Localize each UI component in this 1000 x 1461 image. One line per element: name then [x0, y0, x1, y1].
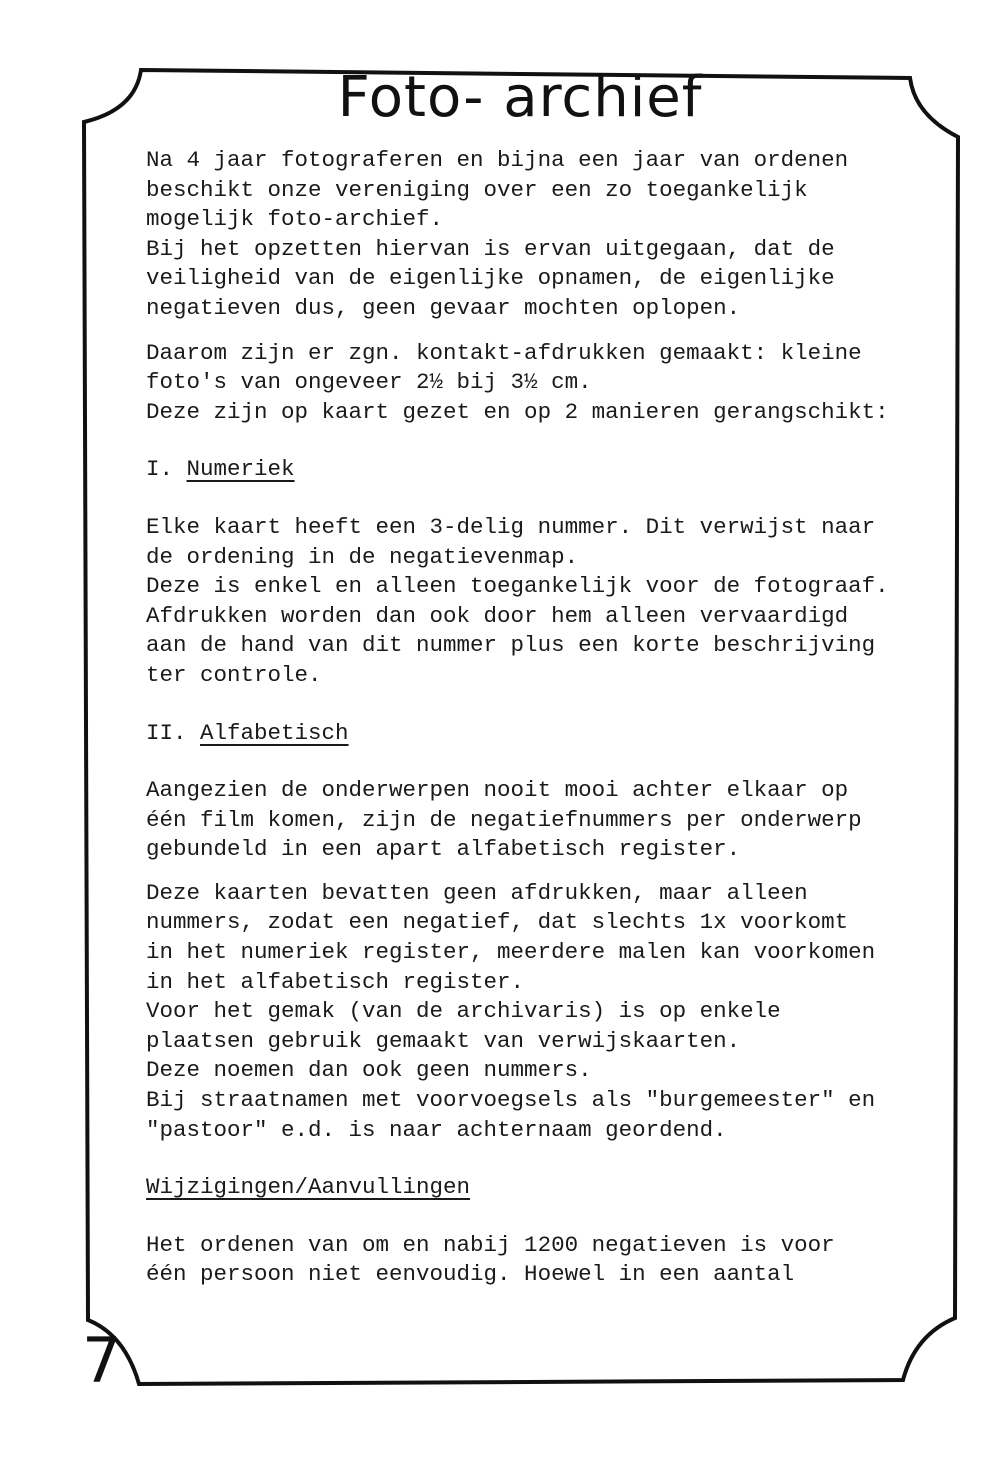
- text-line: één film komen, zijn de negatiefnummers per onderwerp: [146, 806, 862, 833]
- text-line: veiligheid van de eigenlijke opnamen, de eigenlijke: [146, 265, 835, 292]
- text-line: mogelijk foto-archief.: [146, 206, 444, 233]
- text-line: Het ordenen van om en nabij 1200 negatieven is voor: [146, 1231, 835, 1258]
- text-line: Deze zijn op kaart gezet en op 2 manieren gerangschikt:: [146, 398, 889, 425]
- text-line: Afdrukken worden dan ook door hem alleen vervaardigd: [146, 602, 849, 629]
- text-line: "pastoor" e.d. is naar achternaam geordend.: [146, 1116, 727, 1143]
- paragraph-wijzigingen: [146, 1231, 966, 1290]
- document-body: [146, 146, 966, 1290]
- text-line: Bij het opzetten hiervan is ervan uitgegaan, dat de: [146, 235, 835, 262]
- section-heading-alfabetisch: [146, 719, 966, 749]
- section-heading-numeriek: [146, 455, 966, 485]
- text-line: Na 4 jaar fotograferen en bijna een jaar van ordenen: [146, 147, 849, 173]
- text-line: plaatsen gebruik gemaakt van verwijskaarten.: [146, 1027, 741, 1054]
- text-line: Deze noemen dan ook geen nummers.: [146, 1057, 592, 1084]
- text-line: Deze kaarten bevatten geen afdrukken, maar alleen: [146, 879, 808, 906]
- page-title: Foto- archief: [337, 65, 703, 130]
- paragraph-contact-prints: [146, 339, 966, 428]
- text-line: één persoon niet eenvoudig. Hoewel in een aantal: [146, 1261, 795, 1288]
- text-line: aan de hand van dit nummer plus een korte beschrijving: [146, 632, 876, 659]
- text-line: Bij straatnamen met voorvoegsels als "burgemeester" en: [146, 1087, 876, 1114]
- text-line: negatieven dus, geen gevaar mochten oplopen.: [146, 294, 741, 321]
- text-line: Deze is enkel en alleen toegankelijk voor de fotograaf.: [146, 573, 889, 600]
- paragraph-alfabetisch: [146, 776, 966, 865]
- text-line: nummers, zodat een negatief, dat slechts 1x voorkomt: [146, 909, 849, 936]
- paragraph-cards: [146, 879, 966, 1145]
- text-line: foto's van ongeveer 2½ bij 3½ cm.: [146, 369, 592, 396]
- text-line: ter controle.: [146, 661, 322, 688]
- section-number: I.: [146, 456, 174, 483]
- text-line: Voor het gemak (van de archivaris) is op enkele: [146, 998, 781, 1025]
- section-heading-wijzigingen: [146, 1173, 966, 1203]
- section-title: Wijzigingen/Aanvullingen: [146, 1174, 471, 1201]
- text-line: Daarom zijn er zgn. kontakt-afdrukken gemaakt: kleine: [146, 339, 862, 366]
- text-line: in het alfabetisch register.: [146, 968, 525, 995]
- paragraph-numeriek: [146, 513, 966, 691]
- section-title: Numeriek: [186, 456, 295, 483]
- page-number: 7: [82, 1324, 122, 1397]
- section-title: Alfabetisch: [200, 719, 349, 746]
- text-line: Aangezien de onderwerpen nooit mooi achter elkaar op: [146, 777, 849, 804]
- text-line: gebundeld in een apart alfabetisch register.: [146, 836, 741, 863]
- section-number: II.: [146, 719, 187, 746]
- text-line: in het numeriek register, meerdere malen kan voorkomen: [146, 939, 876, 966]
- text-line: de ordening in de negatievenmap.: [146, 543, 579, 570]
- paragraph-intro: [146, 146, 966, 324]
- text-line: Elke kaart heeft een 3-delig nummer. Dit verwijst naar: [146, 513, 876, 540]
- text-line: beschikt onze vereniging over een zo toegankelijk: [146, 176, 808, 203]
